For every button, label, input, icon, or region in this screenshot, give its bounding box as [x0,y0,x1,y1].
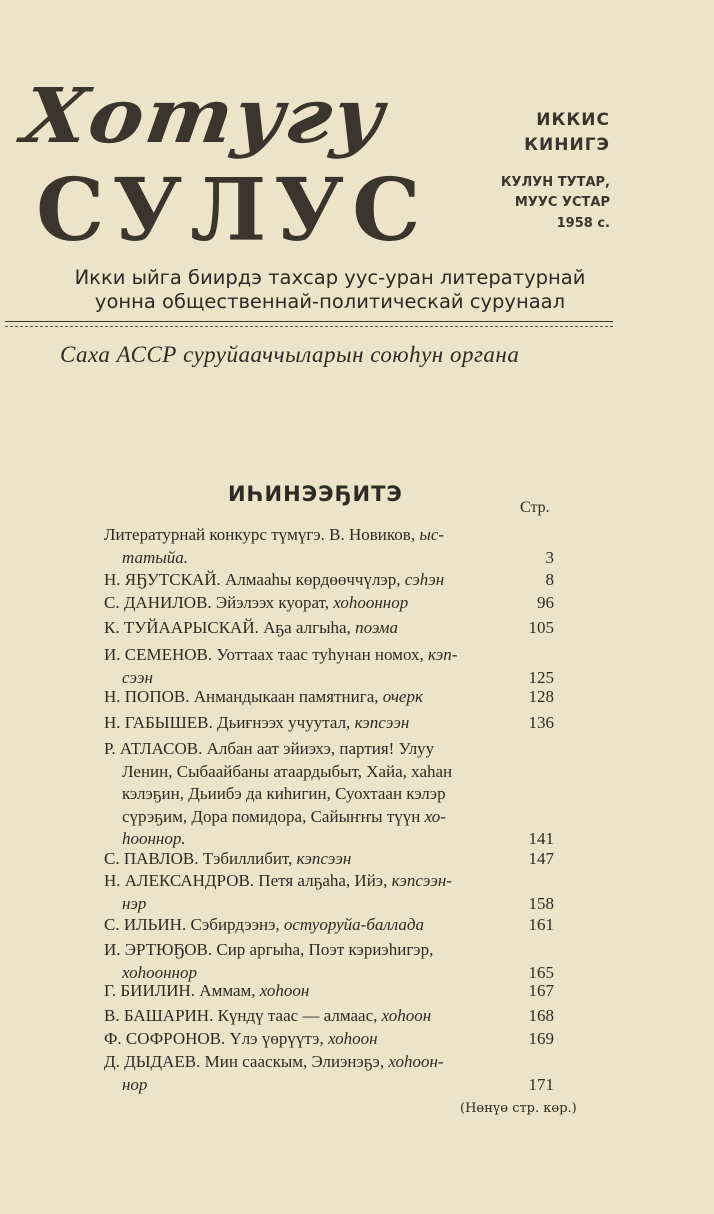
toc-entry-page: 161 [528,915,554,934]
toc-entry-text [104,1074,147,1097]
toc-entry-page: 165 [528,962,554,982]
journal-logo-block: СУЛУС [36,160,429,261]
toc-entry [104,644,554,689]
toc-entry-author-title: С. ДАНИЛОВ. Эйэлээх куорат, [104,593,334,612]
issue-date-line2: МУУС УСТАР [514,195,610,210]
toc-entry-text [104,644,457,667]
toc-entry-genre: сэһэн [404,570,445,589]
toc-entry [104,592,554,615]
toc-entry [104,939,554,984]
toc-entry-author-title: Н. ПОПОВ. Анмандыкаан памятнига, [104,687,383,706]
toc-entry-author-title: Г. БИИЛИН. Аммам, [104,981,260,1000]
toc-entry-page: 96 [537,593,554,612]
toc-entry-genre: хоһоон [327,1029,378,1048]
toc-entry [104,686,554,709]
toc-entry-genre: хо- [424,806,446,826]
toc-entry-text [104,686,423,709]
toc-entry-text [104,1051,444,1074]
toc-entry-page: 3 [545,547,554,567]
toc-entry-author-title: И. СЕМЕНОВ. Уоттаах таас туһунан номох, [104,645,429,664]
toc-entry-text [104,848,351,871]
toc-entry-text [104,592,408,615]
toc-entry [104,617,554,640]
divider-line [5,326,613,327]
subtitle-line: уонна общественнай-политическай сурунаал [94,290,566,313]
toc-entry-genre: кэпсээн [354,713,410,732]
toc-entry [104,980,554,1003]
toc-entry-text [104,939,433,962]
toc-entry-author-title: С. ПАВЛОВ. Тэбиллибит, [104,849,297,868]
subtitle-line: Икки ыйга биирдэ тахсар уус-уран литературнай [74,266,586,289]
divider-line [5,321,613,322]
toc-entry-text [104,870,452,893]
toc-entry-author-title: Д. ДЫДАЕВ. Мин сааскым, Элиэнэҕэ, [104,1052,389,1071]
organ-statement: Саха АССР суруйааччыларын союһун органа [60,342,520,367]
toc-entry-page: 8 [545,570,554,589]
toc-entry-author-title: Литературнай конкурс түмүгэ. В. Новиков, [104,525,420,544]
toc-entry-page: 171 [528,1074,554,1094]
toc-entry [104,914,554,937]
toc-entry-genre: хоһоон- [388,1052,444,1071]
continued-note: (Нөнүө стр. көр.) [460,1101,577,1116]
toc-entry-text [104,1028,378,1051]
toc-entry-text [104,738,434,761]
toc-entry-genre: хоһооннор [122,962,197,982]
toc-entry [104,848,554,871]
toc-entry-text [104,1005,431,1028]
toc-entry [104,870,554,915]
toc-entry-text [104,914,424,937]
page-column-header: Стр. [520,499,550,516]
toc-entry-page: 147 [528,849,554,868]
toc-entry-genre: кэп- [428,645,458,664]
toc-entry-author-title: И. ЭРТЮҔОВ. Сир аргыһа, Поэт кэриэһигэр, [104,940,434,959]
toc-entry-text [104,806,446,829]
toc-entry-page: 128 [528,687,554,706]
toc-entry [104,738,554,851]
toc-entry-genre: хоһооннор [333,593,409,612]
toc-entry-genre: кэпсээн [296,849,352,868]
toc-entry-author-title: Ленин, Сыбаайбаны атаардыбыт, Хайа, хаһан [122,761,453,781]
toc-entry-genre: остуоруйа-баллада [283,915,424,934]
toc-entry-author-title: С. ИЛЬИН. Сэбирдээнэ, [104,915,284,934]
issue-number-line2: КИНИГЭ [524,135,610,155]
toc-entry-author-title: кэлэҕин, Дьиибэ да киһигин, Суохтаан кэлэр [122,784,446,803]
toc-entry-author-title: Н. ГАБЫШЕВ. Дьиғнээх учуутал, [104,713,355,732]
journal-subtitle [40,266,620,314]
toc-entry-page: 168 [528,1006,554,1025]
toc-entry-page: 125 [528,667,554,687]
toc-entry-page: 169 [528,1029,554,1048]
toc-title: ИҺИНЭЭҔИТЭ [228,482,403,506]
toc-entry-page: 136 [528,713,554,732]
toc-entry-text [104,980,309,1003]
toc-entry-text [104,547,188,570]
toc-entry-genre: поэма [355,618,399,637]
toc-entry-author-title: Н. ЯҔУТСКАЙ. Алмааһы көрдөөччүлэр, [104,570,405,589]
toc-entry-genre: кэпсээн- [391,871,452,890]
issue-date-line1: КУЛУН ТУТАР, [500,175,610,190]
toc-entry-genre: очерк [382,687,423,706]
toc-entry-text [104,783,446,806]
toc-entry-text [104,712,409,735]
toc-entry-genre: сээн [122,667,153,687]
toc-entry-page: 158 [528,893,554,913]
toc-entry-author-title: В. БАШАРИН. Күндү таас — алмаас, [104,1006,382,1025]
toc-entry [104,1051,554,1096]
toc-entry-genre: һооннор. [122,829,186,848]
journal-logo-script: Хотугу [17,72,392,161]
toc-entry-text [104,569,444,592]
issue-year: 1958 с. [556,216,610,231]
toc-entry [104,712,554,735]
toc-entry-text [104,893,146,916]
toc-entry-author-title: Н. АЛЕКСАНДРОВ. Петя алҕаһа, Ийэ, [104,871,392,890]
toc-entry-genre: хоһоон [381,1006,432,1025]
toc-entry-genre: татыйа. [122,547,189,567]
issue-number-line1: ИККИС [536,110,610,130]
toc-entry-page: 167 [528,981,554,1000]
toc-entry-author-title: сүрэҕим, Дора помидора, Сайыҥҥы түүн [122,806,425,826]
toc-entry-author-title: К. ТУЙААРЫСКАЙ. Аҕа алгыһа, [104,618,356,637]
toc-entry [104,1005,554,1028]
toc-entry-text [104,524,444,547]
toc-entry [104,1028,554,1051]
toc-entry-author-title: Р. АТЛАСОВ. Албан аат эйиэхэ, партия! Улуу [104,739,435,758]
toc-entry-text [104,617,398,640]
toc-entry-page: 141 [528,829,554,848]
toc-entry [104,569,554,592]
toc-entry [104,524,554,569]
toc-entry-text [104,761,452,784]
toc-entry-genre: нэр [122,893,147,913]
toc-entry-author-title: Ф. СОФРОНОВ. Үлэ үөрүүтэ, [104,1029,328,1048]
toc-entry-page: 105 [528,618,554,637]
toc-entry-genre: хоһоон [259,981,310,1000]
toc-entry-genre: нор [122,1074,148,1094]
toc-entry-genre: ыс- [419,525,445,544]
